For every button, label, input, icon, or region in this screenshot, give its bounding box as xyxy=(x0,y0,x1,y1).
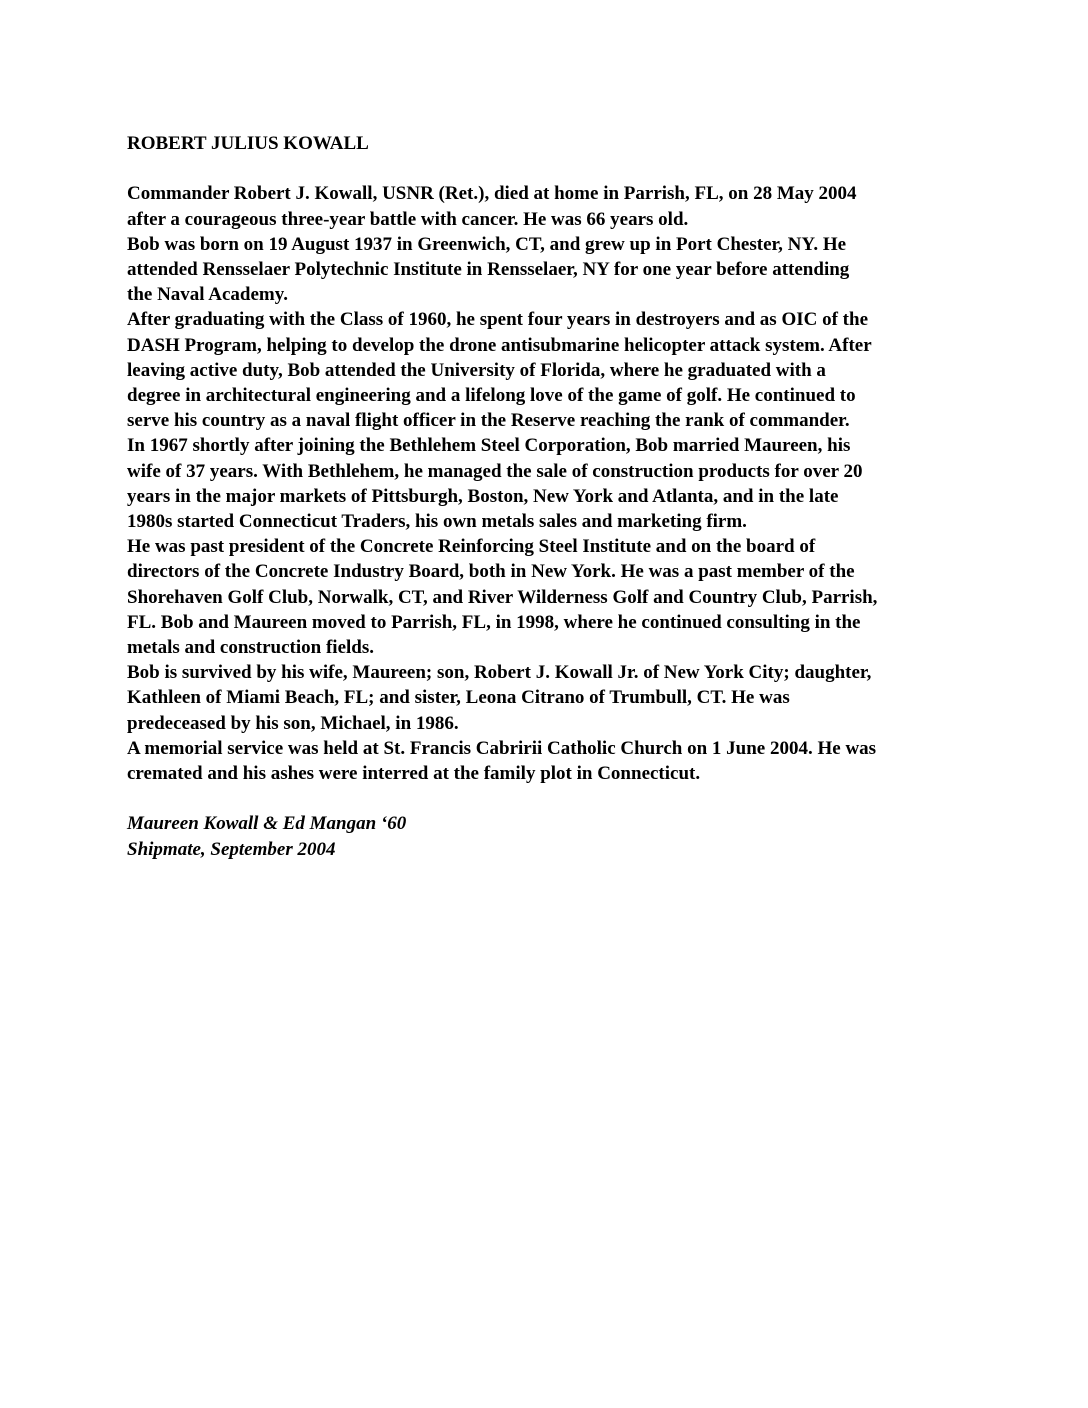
body-line: predeceased by his son, Michael, in 1986. xyxy=(127,712,459,734)
body-line: Shorehaven Golf Club, Norwalk, CT, and River Wilderness Golf and Country Club, Parrish, xyxy=(127,586,878,608)
body-line: In 1967 shortly after joining the Bethlehem Steel Corporation, Bob married Maureen, his xyxy=(127,435,851,457)
body-line: metals and construction fields. xyxy=(127,637,374,659)
obituary-signature xyxy=(127,811,1057,861)
blank-line xyxy=(127,786,1057,811)
blank-line xyxy=(127,156,1057,181)
body-line: years in the major markets of Pittsburgh, Boston, New York and Atlanta, and in the late xyxy=(127,485,839,507)
body-line: serve his country as a naval flight officer in the Reserve reaching the rank of commander. xyxy=(127,410,850,432)
body-line: Bob was born on 19 August 1937 in Greenwich, CT, and grew up in Port Chester, NY. He xyxy=(127,233,847,255)
obituary-text-block xyxy=(127,131,1057,862)
body-line: wife of 37 years. With Bethlehem, he managed the sale of construction products for over 20 xyxy=(127,460,863,482)
body-line: degree in architectural engineering and a lifelong love of the game of golf. He continued to xyxy=(127,385,856,407)
obituary-body xyxy=(127,181,1057,786)
body-line: He was past president of the Concrete Reinforcing Steel Institute and on the board of xyxy=(127,536,816,558)
body-line: FL. Bob and Maureen moved to Parrish, FL, in 1998, where he continued consulting in the xyxy=(127,611,861,633)
body-line: after a courageous three-year battle with cancer. He was 66 years old. xyxy=(127,208,689,230)
body-line: directors of the Concrete Industry Board, both in New York. He was a past member of the xyxy=(127,561,855,583)
signature-line: Shipmate, September 2004 xyxy=(127,838,336,860)
body-line: A memorial service was held at St. Francis Cabririi Catholic Church on 1 June 2004. He was xyxy=(127,737,877,759)
body-line: leaving active duty, Bob attended the University of Florida, where he graduated with a xyxy=(127,359,826,381)
signature-line: Maureen Kowall & Ed Mangan ‘60 xyxy=(127,813,407,835)
body-line: DASH Program, helping to develop the drone antisubmarine helicopter attack system. After xyxy=(127,334,872,356)
obituary-title: ROBERT JULIUS KOWALL xyxy=(127,133,369,154)
body-line: Kathleen of Miami Beach, FL; and sister, Leona Citrano of Trumbull, CT. He was xyxy=(127,687,790,709)
body-line: the Naval Academy. xyxy=(127,284,288,306)
body-line: cremated and his ashes were interred at the family plot in Connecticut. xyxy=(127,763,701,785)
body-line: Commander Robert J. Kowall, USNR (Ret.), died at home in Parrish, FL, on 28 May 2004 xyxy=(127,183,857,205)
body-line: attended Rensselaer Polytechnic Institute in Rensselaer, NY for one year before attending xyxy=(127,259,850,280)
body-line: After graduating with the Class of 1960, he spent four years in destroyers and as OIC of the xyxy=(127,309,868,331)
body-line: 1980s started Connecticut Traders, his own metals sales and marketing firm. xyxy=(127,511,747,533)
body-line: Bob is survived by his wife, Maureen; son, Robert J. Kowall Jr. of New York City; daughter, xyxy=(127,662,872,684)
